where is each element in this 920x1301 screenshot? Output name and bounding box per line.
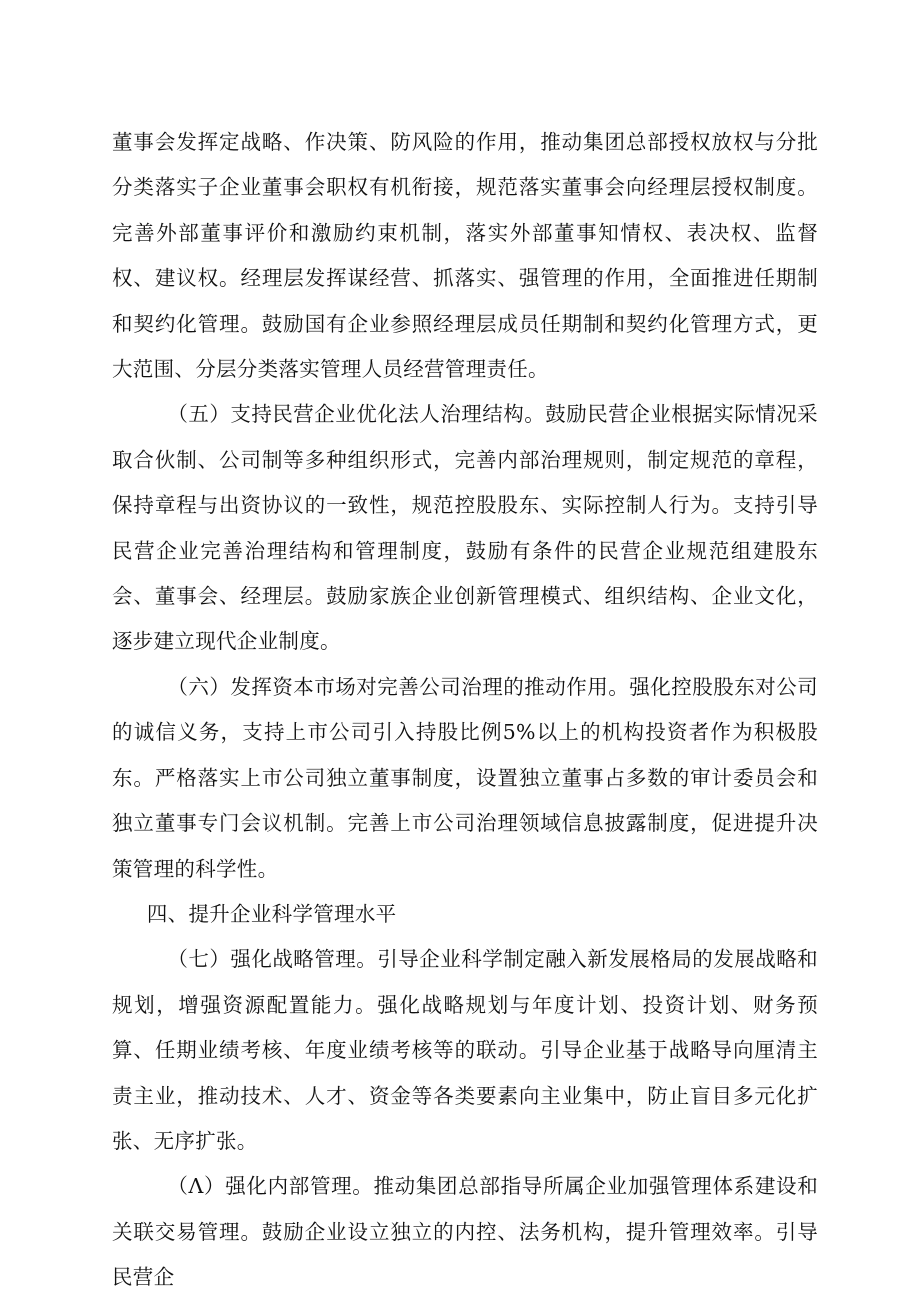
paragraph-private-enterprise-governance: （五）支持民营企业优化法人治理结构。鼓励民营企业根据实际情况采取合伙制、公司制等多种组织形式，完善内部治理规则，制定规范的章程，保持章程与出资协议的一致性，规范控股股东、实际控制人行为。支持引导民营企业完善治理结构和管理制度，鼓励有条件的民营企业规范组建股东会、董事会、经理层。鼓励家族企业创新管理模式、组织结构、企业文化，逐步建立现代企业制度。: [112, 402, 818, 654]
paragraph-strategy-management: （七）强化战略管理。引导企业科学制定融入新发展格局的发展战略和规划，增强资源配置能力。强化战略规划与年度计划、投资计划、财务预算、任期业绩考核、年度业绩考核等的联动。引导企业基于战略导向厘清主责主业，推动技术、人才、资金等各类要素向主业集中，防止盲目多元化扩张、无序扩张。: [112, 947, 818, 1153]
paragraph-internal-management: （Λ）强化内部管理。推动集团总部指导所属企业加强管理体系建设和关联交易管理。鼓励企业设立独立的内控、法务机构，提升管理效率。引导民营企: [112, 1174, 818, 1290]
section-heading-management-level: 四、提升企业科学管理水平: [146, 901, 397, 926]
paragraph-capital-market-governance: （六）发挥资本市场对完善公司治理的推动作用。强化控股股东对公司的诚信义务，支持上市公司引入持股比例5%以上的机构投资者作为积极股东。严格落实上市公司独立董事制度，设置独立董事占多数的审计委员会和独立董事专门会议机制。完善上市公司治理领域信息披露制度，促进提升决策管理的科学性。: [112, 674, 818, 881]
document-body: [112, 120, 818, 1301]
paragraph-board-roles: 董事会发挥定战略、作决策、防风险的作用，推动集团总部授权放权与分批分类落实子企业董事会职权有机衔接，规范落实董事会向经理层授权制度。完善外部董事评价和激励约束机制，落实外部董事知情权、表决权、监督权、建议权。经理层发挥谋经营、抓落实、强管理的作用，全面推进任期制和契约化管理。鼓励国有企业参照经理层成员任期制和契约化管理方式，更大范围、分层分类落实管理人员经营管理责任。: [112, 130, 818, 382]
